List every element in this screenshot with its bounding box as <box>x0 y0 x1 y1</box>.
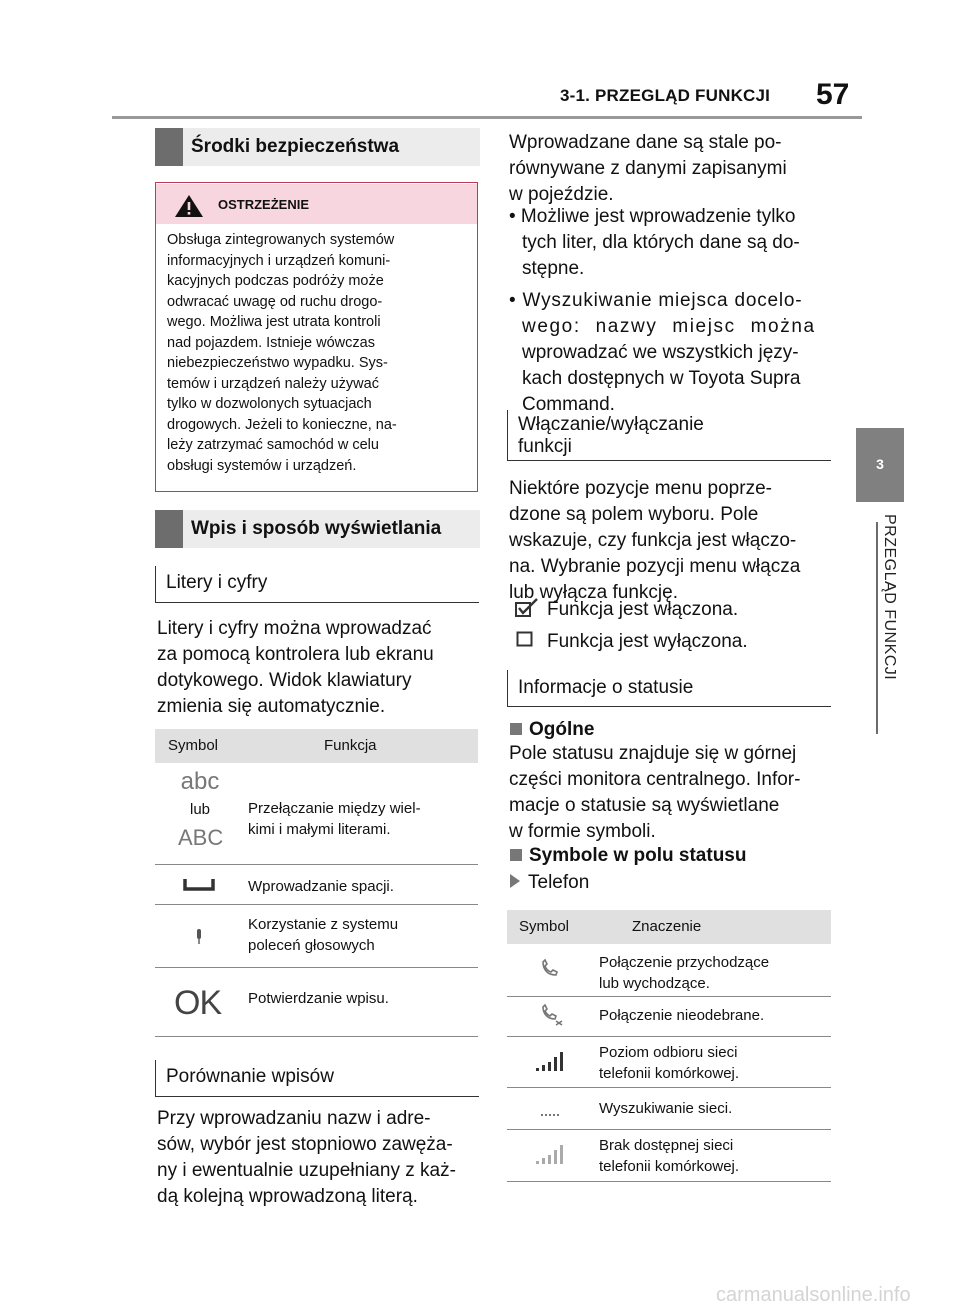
warning-title: OSTRZEŻENIE <box>218 197 310 212</box>
status-row-missed: Połączenie nieodebrane. <box>599 1007 765 1024</box>
table-divider <box>507 1129 831 1130</box>
table-header: Symbol Znaczenie <box>507 910 831 944</box>
table-divider <box>507 1087 831 1088</box>
signal-strength-icon <box>535 1050 565 1072</box>
paragraph-status: Pole statusu znajduje się w górnej części monitora centralnego. Infor- macje o statusie są wyświetlane w formie symboli. <box>509 743 801 842</box>
paragraph-letters: Litery i cyfry można wprowadzać za pomocą kontrolera lub ekranu dotykowego. Widok klawiatury zmienia się automatycznie. <box>157 618 434 717</box>
subheading-comparison: Porównanie wpisów <box>155 1060 479 1097</box>
abc-symbol: abc lub ABC <box>178 768 224 850</box>
warning-text: Obsługa zintegrowanych systemów informacyjnych i urządzeń komuni- kacyjnych podczas podróży może odwracać uwagę od ruchu drogo- wego. Możliwa jest utrata kontroli nad pojazdem. Istnieje wówczas niebezpieczeństwo wypadku. Sys- temów i urządzeń należy używać tylko w dozwolonych sytuacjach drogowych. Jeżeli to konieczne, na- leży zatrzymać samochód w celu obsługi systemów i urządzeń. <box>167 232 397 474</box>
section-heading-safety <box>155 128 480 166</box>
table-header: Symbol Funkcja <box>155 729 478 763</box>
table-row-confirm: Potwierdzanie wpisu. <box>248 990 389 1007</box>
table-divider <box>155 1036 478 1037</box>
bullet-available-letters: • Możliwe jest wprowadzenie tylko tych liter, dla których dane są do- stępne. <box>509 206 800 279</box>
table-divider <box>507 996 831 997</box>
section-heading-text: Wpis i sposób wyświetlania <box>191 518 442 539</box>
network-search-icon <box>540 1112 560 1118</box>
section-heading-input <box>155 510 480 548</box>
checkbox-on-label: Funkcja jest włączona. <box>547 599 739 620</box>
checkbox-off-label: Funkcja jest wyłączona. <box>547 631 748 652</box>
subsection-general: Ogólne <box>510 719 594 741</box>
table-divider <box>507 1181 831 1182</box>
table-row-voice: Korzystanie z systemu poleceń głosowych <box>248 916 399 954</box>
square-bullet-icon <box>510 849 522 861</box>
section-heading-text: Środki bezpieczeństwa <box>191 136 400 157</box>
chapter-tab-label: PRZEGLĄD FUNKCJI <box>881 514 898 681</box>
chapter-tab-line <box>876 522 878 734</box>
paragraph-comparison-cont: Wprowadzane dane są stale po- równywane z danymi zapisanymi w pojeździe. <box>509 132 787 205</box>
missed-call-icon <box>538 1004 564 1026</box>
paragraph-toggle: Niektóre pozycje menu poprze- dzone są polem wyboru. Pole wskazuje, czy funkcja jest włączo- na. Wybranie pozycji menu włącza lub wyłącza funkcję. <box>509 478 801 603</box>
status-row-searching: Wyszukiwanie sieci. <box>599 1100 733 1117</box>
warning-triangle-icon <box>174 194 204 218</box>
checkbox-unchecked-icon <box>516 631 534 647</box>
chapter-title: 3-1. PRZEGLĄD FUNKCJI <box>560 86 771 105</box>
watermark: carmanualsonline.info <box>716 1284 911 1306</box>
chapter-tab-number: 3 <box>876 456 884 472</box>
space-bar-icon <box>183 876 215 892</box>
table-divider <box>155 967 478 968</box>
status-row-no-network: Brak dostępnej sieci telefonii komórkowej. <box>599 1137 740 1175</box>
bullet-destination-search: • Wyszukiwanie miejsca docelo- wego: nazwy miejsc można wprowadzać we wszystkich języ- kach dostępnych w Toyota Supra Command. <box>509 290 816 415</box>
status-row-call: Połączenie przychodzące lub wychodzące. <box>599 954 770 992</box>
table-divider <box>507 1036 831 1037</box>
triangle-bullet-icon <box>510 874 520 888</box>
table-row-case: Przełączanie między wiel- kimi i małymi literami. <box>248 800 421 838</box>
subheading-letters: Litery i cyfry <box>155 566 479 603</box>
warning-header <box>156 184 477 224</box>
phone-call-icon <box>540 958 560 978</box>
subheading-toggle: Włączanie/wyłączanie funkcji <box>507 410 831 461</box>
microphone-icon <box>194 928 204 946</box>
subsection-phone: Telefon <box>510 872 589 894</box>
header-rule <box>112 116 862 119</box>
no-network-icon <box>535 1143 565 1165</box>
paragraph-comparison: Przy wprowadzaniu nazw i adre- sów, wybór jest stopniowo zawęża- ny i ewentualnie uzupełniany z każ- dą kolejną wprowadzoną literą. <box>157 1108 456 1207</box>
table-row-space: Wprowadzanie spacji. <box>248 878 394 895</box>
page-number: 57 <box>816 78 850 111</box>
table-divider <box>155 904 478 905</box>
status-row-signal: Poziom odbioru sieci telefonii komórkowej. <box>599 1044 740 1082</box>
table-divider <box>155 864 478 865</box>
checkbox-checked-icon <box>515 598 539 618</box>
square-bullet-icon <box>510 723 522 735</box>
subsection-status-symbols: Symbole w polu statusu <box>510 845 746 867</box>
subheading-status: Informacje o statusie <box>507 670 831 707</box>
ok-symbol: OK <box>174 984 222 1022</box>
